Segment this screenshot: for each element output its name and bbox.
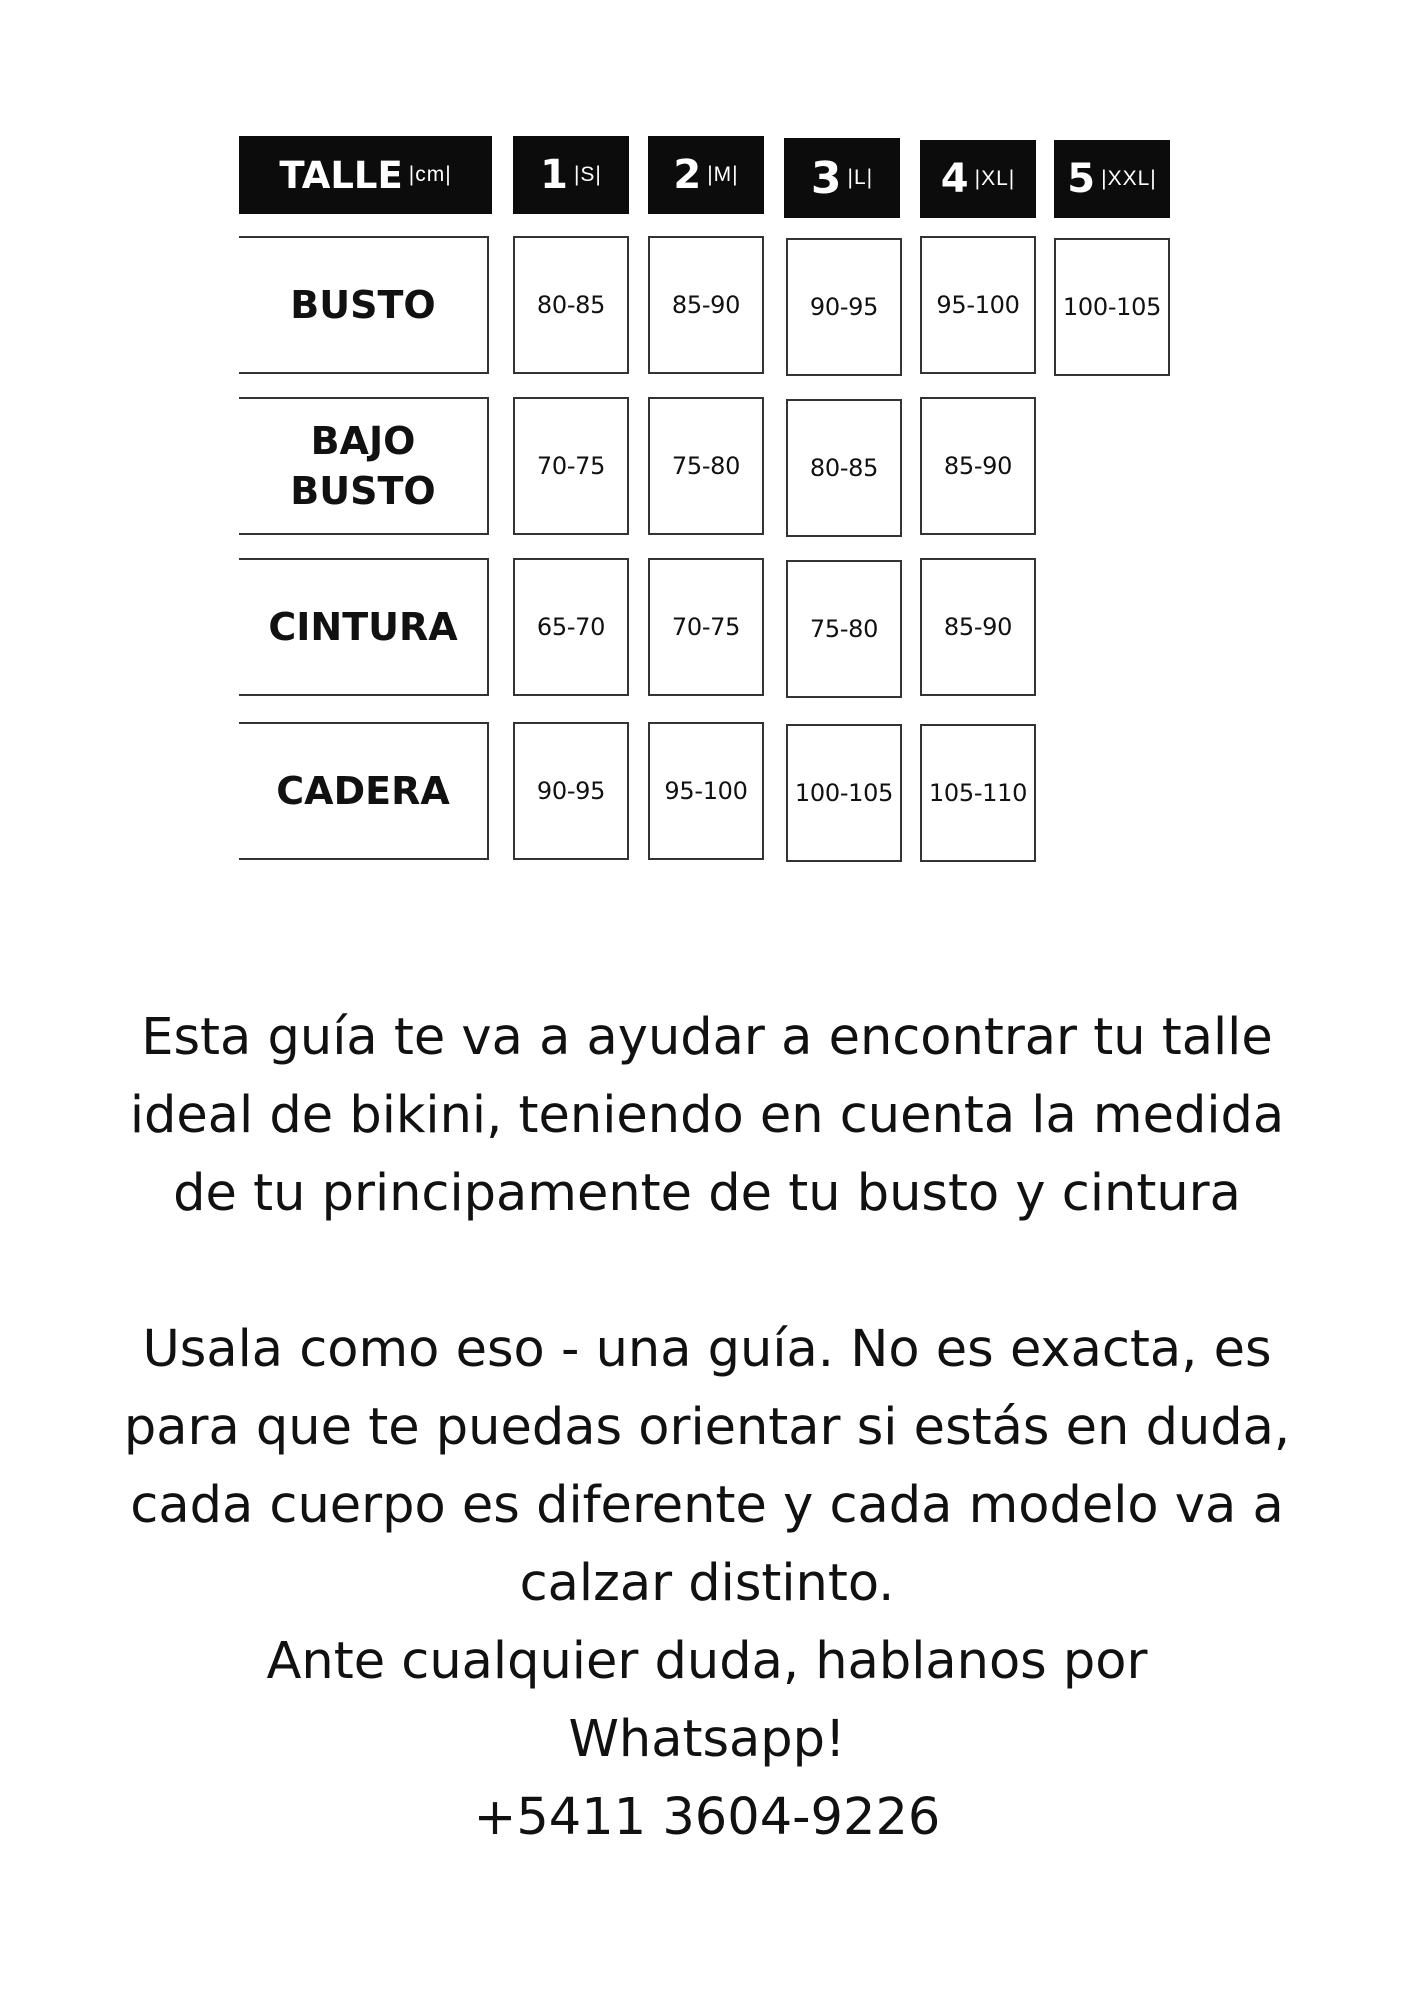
row-label-text: BUSTO (290, 469, 436, 513)
table-cell: 95-100 (920, 236, 1036, 374)
row-label-cadera (239, 722, 489, 860)
row-label-cintura (239, 558, 489, 696)
table-cell: 95-100 (648, 722, 764, 860)
header-size-3 (784, 138, 900, 218)
header-size-1 (513, 136, 629, 214)
table-cell: 100-105 (786, 724, 902, 862)
table-cell: 85-90 (920, 397, 1036, 535)
table-cell: 65-70 (513, 558, 629, 696)
size-number: 1 (540, 152, 568, 198)
size-number: 3 (810, 152, 842, 204)
text-line: Usala como eso - una guía. No es exacta, es (142, 1320, 1272, 1379)
table-cell: 85-90 (648, 236, 764, 374)
header-unit: |cm| (408, 163, 452, 186)
size-letter: |L| (847, 166, 874, 189)
table-cell: 75-80 (648, 397, 764, 535)
size-number: 5 (1067, 156, 1096, 202)
size-letter: |S| (573, 163, 602, 186)
header-size-5 (1054, 140, 1170, 218)
row-label-text: CADERA (276, 769, 450, 813)
text-line: cada cuerpo es diferente y cada modelo va a (130, 1476, 1284, 1535)
row-label-text: CINTURA (268, 605, 458, 649)
header-talle-label: TALLE (279, 153, 403, 197)
text-line: ideal de bikini, teniendo en cuenta la medida (129, 1086, 1285, 1145)
text-line: Whatsapp! (568, 1710, 846, 1769)
row-label-text: BAJO (310, 419, 416, 463)
table-cell: 70-75 (513, 397, 629, 535)
size-letter: |XXL| (1101, 167, 1157, 190)
table-cell: 100-105 (1054, 238, 1170, 376)
text-line: para que te puedas orientar si estás en duda, (123, 1398, 1291, 1457)
usage-paragraph (100, 1311, 1314, 1857)
table-cell: 90-95 (786, 238, 902, 376)
text-line: Esta guía te va a ayudar a encontrar tu talle (141, 1008, 1273, 1067)
intro-paragraph (100, 999, 1314, 1233)
table-cell: 80-85 (786, 399, 902, 537)
table-cell: 90-95 (513, 722, 629, 860)
row-label-busto (239, 236, 489, 374)
table-cell: 75-80 (786, 560, 902, 698)
table-cell: 80-85 (513, 236, 629, 374)
text-line: calzar distinto. (519, 1554, 895, 1613)
header-size-4 (920, 140, 1036, 218)
table-cell: 85-90 (920, 558, 1036, 696)
text-line: Ante cualquier duda, hablanos por (266, 1632, 1148, 1691)
row-label-text: BUSTO (290, 283, 436, 327)
size-number: 2 (673, 152, 702, 198)
table-cell: 105-110 (920, 724, 1036, 862)
size-letter: |M| (707, 163, 739, 186)
row-label-bajo-busto (239, 397, 489, 535)
size-letter: |XL| (974, 167, 1016, 190)
size-number: 4 (940, 156, 969, 202)
header-size-2 (648, 136, 764, 214)
header-talle (239, 136, 492, 214)
whatsapp-phone: +5411 3604-9226 (473, 1788, 941, 1847)
table-cell: 70-75 (648, 558, 764, 696)
text-line: de tu principamente de tu busto y cintura (173, 1164, 1241, 1223)
